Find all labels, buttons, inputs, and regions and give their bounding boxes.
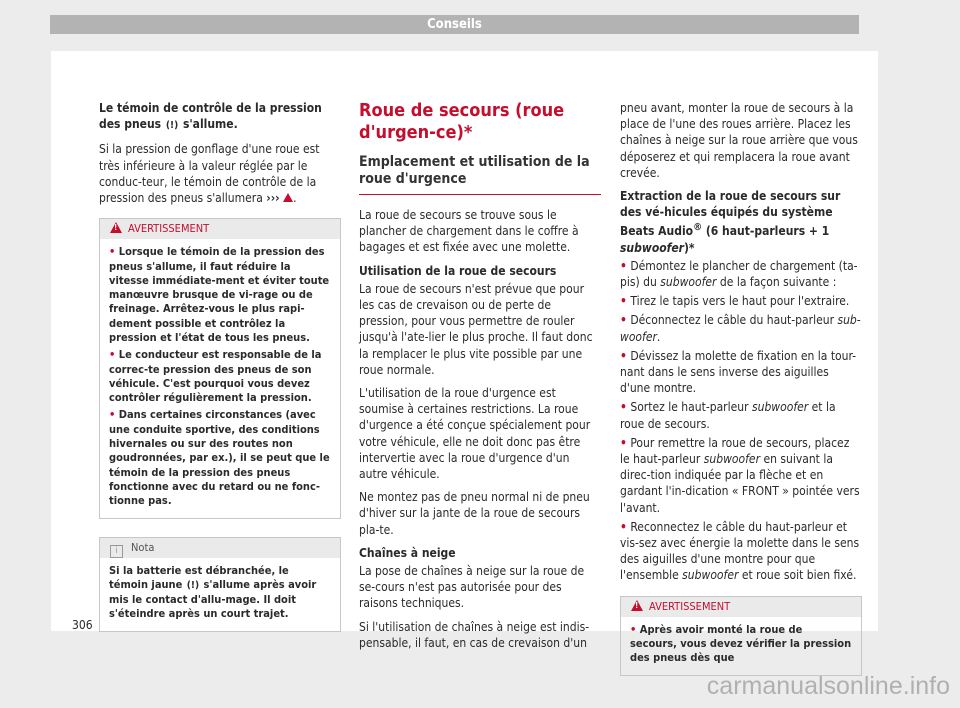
list-text: et roue soit bien fixé. xyxy=(738,568,857,583)
note-box-header xyxy=(100,538,340,558)
list-item xyxy=(630,623,852,666)
tpms-paragraph: Si la pression de gonflage d'une roue est très inférieure à la valeur réglée par le conduc-teur, le témoin de contrôle de la pression des pneus s'allumera ››› . xyxy=(99,142,320,206)
list-text: Déconnectez le câble du haut-parleur xyxy=(630,313,838,328)
bullet-icon: • xyxy=(620,294,627,309)
list-item xyxy=(620,312,862,344)
info-icon: i xyxy=(110,545,123,558)
bullet-icon: • xyxy=(630,622,637,636)
section-subtitle: Emplacement et utilisation de la roue d'urgence xyxy=(359,154,590,187)
warning-triangle-icon xyxy=(283,193,293,202)
subheading xyxy=(620,188,862,256)
list-item xyxy=(620,519,862,584)
bullet-icon: • xyxy=(109,408,116,422)
note-text-b: s'allume après avoir mis le contact d'allu-mage. Il doit s'éteindre après un court trajet. xyxy=(109,577,317,621)
tpms-heading-text-end: s'allume. xyxy=(179,117,238,132)
divider xyxy=(359,194,601,195)
warning-item-text: Lorsque le témoin de la pression des pneus s'allume, il faut réduire la vitesse immédiate-ment et éviter toute manœuvre brusque de vi-rage ou de freinage. Arrêtez-vous le plus rapi-dement possible et contrôlez la pression et l'état de tous les pneus. xyxy=(109,245,330,344)
bullet-icon: • xyxy=(620,348,627,363)
bullet-icon: • xyxy=(620,435,627,450)
warning-title: AVERTISSEMENT xyxy=(649,599,731,613)
list-italic: subwoofer xyxy=(751,400,809,415)
paragraph: La roue de secours se trouve sous le plancher de chargement dans le coffre à bagages et est fixée avec une molette. xyxy=(359,208,579,255)
subheading: Chaînes à neige xyxy=(359,545,456,560)
paragraph: L'utilisation de la roue d'urgence est soumise à certaines restrictions. La roue d'urgence a été conçue spécialement pour votre véhicule, elle ne doit donc pas être intervertie avec la roue d'urgence d'un autre véhicule. xyxy=(359,386,591,482)
column-left xyxy=(99,100,341,632)
list-item xyxy=(109,348,331,405)
list-text: Pour remettre la roue de secours, placez le haut-parleur xyxy=(620,435,850,467)
warning-box-header xyxy=(621,597,861,617)
warning-triangle-icon xyxy=(631,600,643,611)
tpms-heading-text: Le témoin de contrôle de la pression des pneus xyxy=(99,101,322,132)
paragraph: Ne montez pas de pneu normal ni de pneu d'hiver sur la jante de la roue de secours pla-te. xyxy=(359,490,590,537)
warning-item-text: Dans certaines circonstances (avec une conduite sportive, des conditions hivernales ou sur des routes non goudronnées, par ex.), il se peut que le témoin de la pression des pneus fonctionne avec du retard ou ne fonc-tionne pas. xyxy=(109,408,330,508)
paragraph: pneu avant, monter la roue de secours à la place de l'une des roues arrière. Placez les chaînes à neige sur la roue arrière que vous déposerez et qui remplacera la roue avant crevée. xyxy=(620,101,858,180)
list-text: Reconnectez le câble du haut-parleur et vis-sez avec énergie la molette dans le sens des aiguilles d'une montre pour que l'ensemble xyxy=(620,519,860,583)
list-italic: sub-woofer xyxy=(620,313,861,344)
paragraph: La pose de chaînes à neige sur la roue de se-cours n'est pas autorisée pour des raisons techniques. xyxy=(359,564,585,611)
note-box-body xyxy=(100,558,340,631)
list-item xyxy=(109,408,331,508)
note-title: Nota xyxy=(131,540,155,554)
warning-box xyxy=(620,596,862,676)
tpms-paragraph-text: Si la pression de gonflage d'une roue est très inférieure à la valeur réglée par le conduc-teur, le témoin de contrôle de la pression des pneus s'allumera xyxy=(99,142,320,206)
note-text xyxy=(109,564,331,622)
warning-title: AVERTISSEMENT xyxy=(128,222,210,236)
paragraph: Si l'utilisation de chaînes à neige est indis-pensable, il faut, en cas de crevaison d'un xyxy=(359,619,590,650)
subheading: Utilisation de la roue de secours xyxy=(359,263,557,278)
list-text: en suivant la direc-tion indiquée par la flèche et en gardant l'in-dication « FRONT » pointée vers l'avant. xyxy=(620,452,860,515)
list-item xyxy=(620,293,862,309)
list-text: Dévissez la molette de fixation en la tour-nant dans le sens inverse des aiguilles d'une montre. xyxy=(620,348,857,396)
subheading-text: (6 haut-parleurs + 1 xyxy=(702,224,830,239)
bullet-icon: • xyxy=(620,400,627,415)
note-box xyxy=(99,537,341,632)
list-item xyxy=(109,245,331,345)
list-text: Sortez le haut-parleur xyxy=(630,400,752,415)
bullet-icon: • xyxy=(620,519,627,534)
bullet-icon: • xyxy=(109,348,116,362)
cross-reference-arrow: ››› xyxy=(266,191,280,206)
column-middle xyxy=(359,100,601,658)
bullet-icon: • xyxy=(620,258,627,273)
list-text: et la roue de secours. xyxy=(620,400,836,431)
subheading-text: )* xyxy=(684,240,695,255)
tpms-warning-icon: (!) xyxy=(186,579,200,591)
list-item xyxy=(620,435,862,516)
subheading-text: Extraction de la roue de secours sur des vé-hicules équipés du système Beats Audio xyxy=(620,189,841,239)
column-right xyxy=(620,100,862,676)
tpms-warning-icon: (!) xyxy=(165,120,179,132)
warning-item-text: Après avoir monté la roue de secours, vous devez vérifier la pression des pneus dès que xyxy=(630,622,852,665)
list-text: Démontez le plancher de chargement (ta-pis) du xyxy=(620,258,858,290)
bullet-icon: • xyxy=(109,245,116,259)
warning-box-body xyxy=(621,617,861,675)
tpms-heading xyxy=(99,100,341,134)
paragraph: La roue de secours n'est prévue que pour les cas de crevaison ou de perte de pression, pour vous permettre de rouler jusqu'à l'ate-lier le plus proche. Il faut donc la remplacer le plus vite possible par une roue normale. xyxy=(359,281,593,377)
list-italic: subwoofer xyxy=(660,275,717,290)
list-item xyxy=(620,348,862,397)
list-italic: subwoofer xyxy=(703,452,761,467)
subheading-italic: subwoofer xyxy=(620,240,684,255)
list-item xyxy=(620,399,862,431)
list-text: de la façon suivante : xyxy=(716,275,837,290)
list-italic: subwoofer xyxy=(682,568,739,583)
page-number: 306 xyxy=(72,618,93,632)
list-item xyxy=(620,258,862,290)
warning-box-header xyxy=(100,219,340,239)
warning-item-text: Le conducteur est responsable de la correc-te pression des pneus de son véhicule. C'est pourquoi vous devez contrôler régulièrement la pression. xyxy=(109,348,322,405)
section-header: Conseils xyxy=(50,15,859,34)
section-title: Roue de secours (roue d'urgen-ce)* xyxy=(359,100,565,143)
registered-mark: ® xyxy=(693,222,703,234)
list-text: . xyxy=(656,329,661,344)
warning-triangle-icon xyxy=(110,222,122,233)
bullet-icon: • xyxy=(620,313,627,328)
list-text: Tirez le tapis vers le haut pour l'extraire. xyxy=(630,294,850,309)
warning-box xyxy=(99,218,341,518)
watermark: carmanualsonline.info xyxy=(706,672,950,700)
warning-box-body xyxy=(100,239,340,517)
note-text-a: Si la batterie est débranchée, le témoin jaune xyxy=(109,563,289,591)
